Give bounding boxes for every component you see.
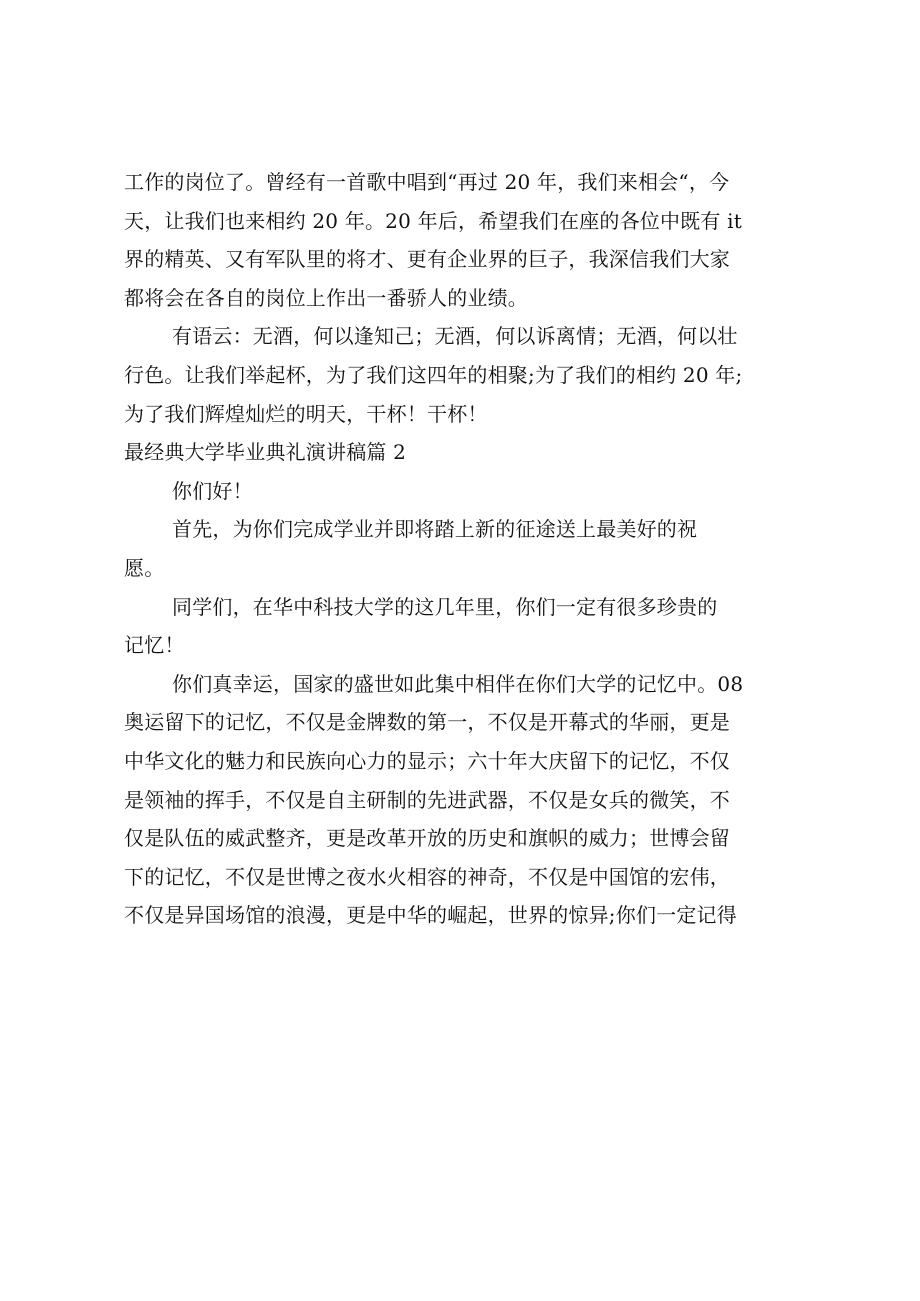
text-line-2: 天，让我们也来相约 20 年。20 年后，希望我们在座的各位中既有 it bbox=[124, 208, 742, 233]
text-line-7: 为了我们辉煌灿烂的明天，干杯！干杯！ bbox=[124, 401, 488, 426]
text-line-11: 愿。 bbox=[124, 555, 165, 580]
document-body bbox=[124, 163, 818, 935]
text-line-15: 奥运留下的记忆，不仅是金牌数的第一，不仅是开幕式的华丽，更是 bbox=[124, 710, 730, 735]
text-line-16: 中华文化的魅力和民族向心力的显示；六十年大庆留下的记忆，不仅 bbox=[124, 748, 730, 773]
text-line-6: 行色。让我们举起杯，为了我们这四年的相聚;为了我们的相约 20 年; bbox=[124, 362, 743, 387]
text-line-18: 仅是队伍的威武整齐，更是改革开放的历史和旗帜的威力；世博会留 bbox=[124, 826, 730, 851]
section-heading: 最经典大学毕业典礼演讲稿篇 2 bbox=[124, 440, 407, 465]
greeting-line: 你们好！ bbox=[172, 478, 253, 503]
text-line-19: 下的记忆，不仅是世博之夜水火相容的神奇，不仅是中国馆的宏伟， bbox=[124, 864, 730, 889]
text-line-17: 是领袖的挥手，不仅是自主研制的先进武器，不仅是女兵的微笑，不 bbox=[124, 787, 730, 812]
text-line-3: 界的精英、又有军队里的将才、更有企业界的巨子，我深信我们大家 bbox=[124, 247, 730, 272]
text-line-10: 首先，为你们完成学业并即将踏上新的征途送上最美好的祝 bbox=[172, 517, 698, 542]
text-line-14: 你们真幸运，国家的盛世如此集中相伴在你们大学的记忆中。08 bbox=[172, 671, 744, 696]
text-line-4: 都将会在各自的岗位上作出一番骄人的业绩。 bbox=[124, 285, 528, 310]
text-line-1: 工作的岗位了。曾经有一首歌中唱到“再过 20 年，我们来相会“，今 bbox=[124, 170, 730, 194]
text-line-5: 有语云：无酒，何以逢知己；无酒，何以诉离情；无酒，何以壮 bbox=[172, 324, 738, 349]
text-line-12: 同学们，在华中科技大学的这几年里，你们一定有很多珍贵的 bbox=[172, 594, 718, 619]
text-line-20: 不仅是异国场馆的浪漫，更是中华的崛起，世界的惊异;你们一定记得 bbox=[124, 903, 737, 928]
text-line-13: 记忆！ bbox=[124, 633, 185, 658]
